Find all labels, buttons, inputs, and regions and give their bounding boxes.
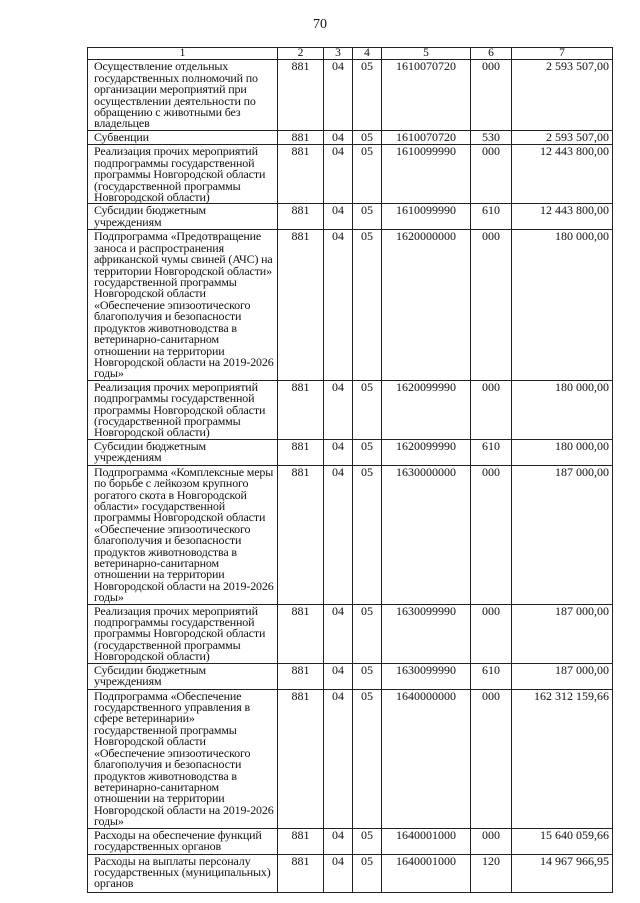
row-csr: 1620099990 (382, 439, 471, 465)
row-name: Осуществление отдельных государственных полномочий по организации мероприятий при осуществлении деятельности по обращению с животными без владельцев (88, 60, 278, 131)
row-ved: 881 (278, 465, 324, 604)
row-vr: 000 (471, 145, 512, 204)
row-rz: 04 (324, 131, 353, 145)
row-vr: 000 (471, 230, 512, 380)
row-csr: 1610070720 (382, 131, 471, 145)
row-pr: 05 (353, 854, 382, 892)
row-rz: 04 (324, 439, 353, 465)
row-vr: 610 (471, 204, 512, 230)
row-sum: 180 000,00 (512, 230, 613, 380)
row-rz: 04 (324, 854, 353, 892)
row-name: Субсидии бюджетным учреждениям (88, 663, 278, 689)
row-pr: 05 (353, 145, 382, 204)
header-cell: 2 (278, 48, 324, 60)
table-row (88, 689, 613, 828)
header-cell: 4 (353, 48, 382, 60)
row-pr: 05 (353, 663, 382, 689)
row-sum: 12 443 800,00 (512, 204, 613, 230)
table-header-row (88, 48, 613, 60)
row-rz: 04 (324, 60, 353, 131)
table-row (88, 604, 613, 663)
table-row (88, 465, 613, 604)
row-csr: 1640001000 (382, 828, 471, 854)
row-vr: 610 (471, 439, 512, 465)
row-vr: 120 (471, 854, 512, 892)
row-pr: 05 (353, 465, 382, 604)
row-ved: 881 (278, 604, 324, 663)
table-row (88, 230, 613, 380)
row-ved: 881 (278, 663, 324, 689)
row-ved: 881 (278, 689, 324, 828)
row-sum: 180 000,00 (512, 380, 613, 439)
row-csr: 1610070720 (382, 60, 471, 131)
row-ved: 881 (278, 131, 324, 145)
row-sum: 180 000,00 (512, 439, 613, 465)
row-name: Подпрограмма «Комплексные меры по борьбе с лейкозом крупного рогатого скота в Новгородской области» государственной программы Новгородской области «Обеспечение эпизоотического благополучия и безопасности продуктов животноводства в ветеринарно-санитарном отношении на территории Новгородской области на 2019-2026 годы» (88, 465, 278, 604)
header-cell: 7 (512, 48, 613, 60)
row-sum: 14 967 966,95 (512, 854, 613, 892)
row-csr: 1640000000 (382, 689, 471, 828)
table-row (88, 828, 613, 854)
row-csr: 1640001000 (382, 854, 471, 892)
row-rz: 04 (324, 204, 353, 230)
table-row (88, 60, 613, 131)
page-number: 70 (313, 17, 327, 32)
row-csr: 1610099990 (382, 204, 471, 230)
row-name: Подпрограмма «Предотвращение заноса и распространения африканской чумы свиней (АЧС) на территории Новгородской области» государственной программы Новгородской области «Обеспечение эпизоотического благополучия и безопасности продуктов животноводства в ветеринарно-санитарном отношении на территории Новгородской области на 2019-2026 годы» (88, 230, 278, 380)
header-cell: 5 (382, 48, 471, 60)
row-pr: 05 (353, 60, 382, 131)
table-row (88, 439, 613, 465)
row-name: Реализация прочих мероприятий подпрограммы государственной программы Новгородской области (государственной программы Новгородской области) (88, 380, 278, 439)
row-rz: 04 (324, 828, 353, 854)
header-cell: 1 (88, 48, 278, 60)
header-cell: 3 (324, 48, 353, 60)
row-csr: 1630000000 (382, 465, 471, 604)
row-rz: 04 (324, 145, 353, 204)
row-rz: 04 (324, 604, 353, 663)
row-vr: 000 (471, 465, 512, 604)
row-vr: 000 (471, 828, 512, 854)
table-row (88, 131, 613, 145)
row-csr: 1620099990 (382, 380, 471, 439)
row-pr: 05 (353, 604, 382, 663)
row-ved: 881 (278, 828, 324, 854)
row-csr: 1620000000 (382, 230, 471, 380)
table-row (88, 380, 613, 439)
row-vr: 530 (471, 131, 512, 145)
budget-table (87, 47, 613, 893)
row-sum: 2 593 507,00 (512, 60, 613, 131)
row-rz: 04 (324, 230, 353, 380)
row-rz: 04 (324, 380, 353, 439)
row-rz: 04 (324, 465, 353, 604)
row-pr: 05 (353, 204, 382, 230)
row-pr: 05 (353, 230, 382, 380)
table-row (88, 854, 613, 892)
row-ved: 881 (278, 204, 324, 230)
row-vr: 000 (471, 604, 512, 663)
row-ved: 881 (278, 439, 324, 465)
row-name: Реализация прочих мероприятий подпрограммы государственной программы Новгородской области (государственной программы Новгородской области) (88, 604, 278, 663)
row-name: Расходы на обеспечение функций государственных органов (88, 828, 278, 854)
row-sum: 12 443 800,00 (512, 145, 613, 204)
row-vr: 000 (471, 689, 512, 828)
row-name: Расходы на выплаты персоналу государственных (муниципальных) органов (88, 854, 278, 892)
row-ved: 881 (278, 380, 324, 439)
row-csr: 1630099990 (382, 604, 471, 663)
row-rz: 04 (324, 689, 353, 828)
row-ved: 881 (278, 230, 324, 380)
row-pr: 05 (353, 439, 382, 465)
table-row (88, 145, 613, 204)
row-sum: 187 000,00 (512, 465, 613, 604)
row-name: Реализация прочих мероприятий подпрограммы государственной программы Новгородской области (государственной программы Новгородской области) (88, 145, 278, 204)
row-name: Субсидии бюджетным учреждениям (88, 204, 278, 230)
row-vr: 000 (471, 380, 512, 439)
row-sum: 162 312 159,66 (512, 689, 613, 828)
row-pr: 05 (353, 131, 382, 145)
row-sum: 15 640 059,66 (512, 828, 613, 854)
row-sum: 187 000,00 (512, 663, 613, 689)
row-name: Субвенции (88, 131, 278, 145)
row-vr: 610 (471, 663, 512, 689)
row-sum: 187 000,00 (512, 604, 613, 663)
row-pr: 05 (353, 380, 382, 439)
row-pr: 05 (353, 689, 382, 828)
row-name: Субсидии бюджетным учреждениям (88, 439, 278, 465)
table-row (88, 204, 613, 230)
row-ved: 881 (278, 145, 324, 204)
table-row (88, 663, 613, 689)
row-vr: 000 (471, 60, 512, 131)
row-rz: 04 (324, 663, 353, 689)
row-name: Подпрограмма «Обеспечение государственного управления в сфере ветеринарии» государственной программы Новгородской области «Обеспечение эпизоотического благополучия и безопасности продуктов животноводства в ветеринарно-санитарном отношении на территории Новгородской области на 2019-2026 годы» (88, 689, 278, 828)
row-pr: 05 (353, 828, 382, 854)
header-cell: 6 (471, 48, 512, 60)
row-ved: 881 (278, 854, 324, 892)
row-ved: 881 (278, 60, 324, 131)
row-csr: 1630099990 (382, 663, 471, 689)
row-csr: 1610099990 (382, 145, 471, 204)
row-sum: 2 593 507,00 (512, 131, 613, 145)
